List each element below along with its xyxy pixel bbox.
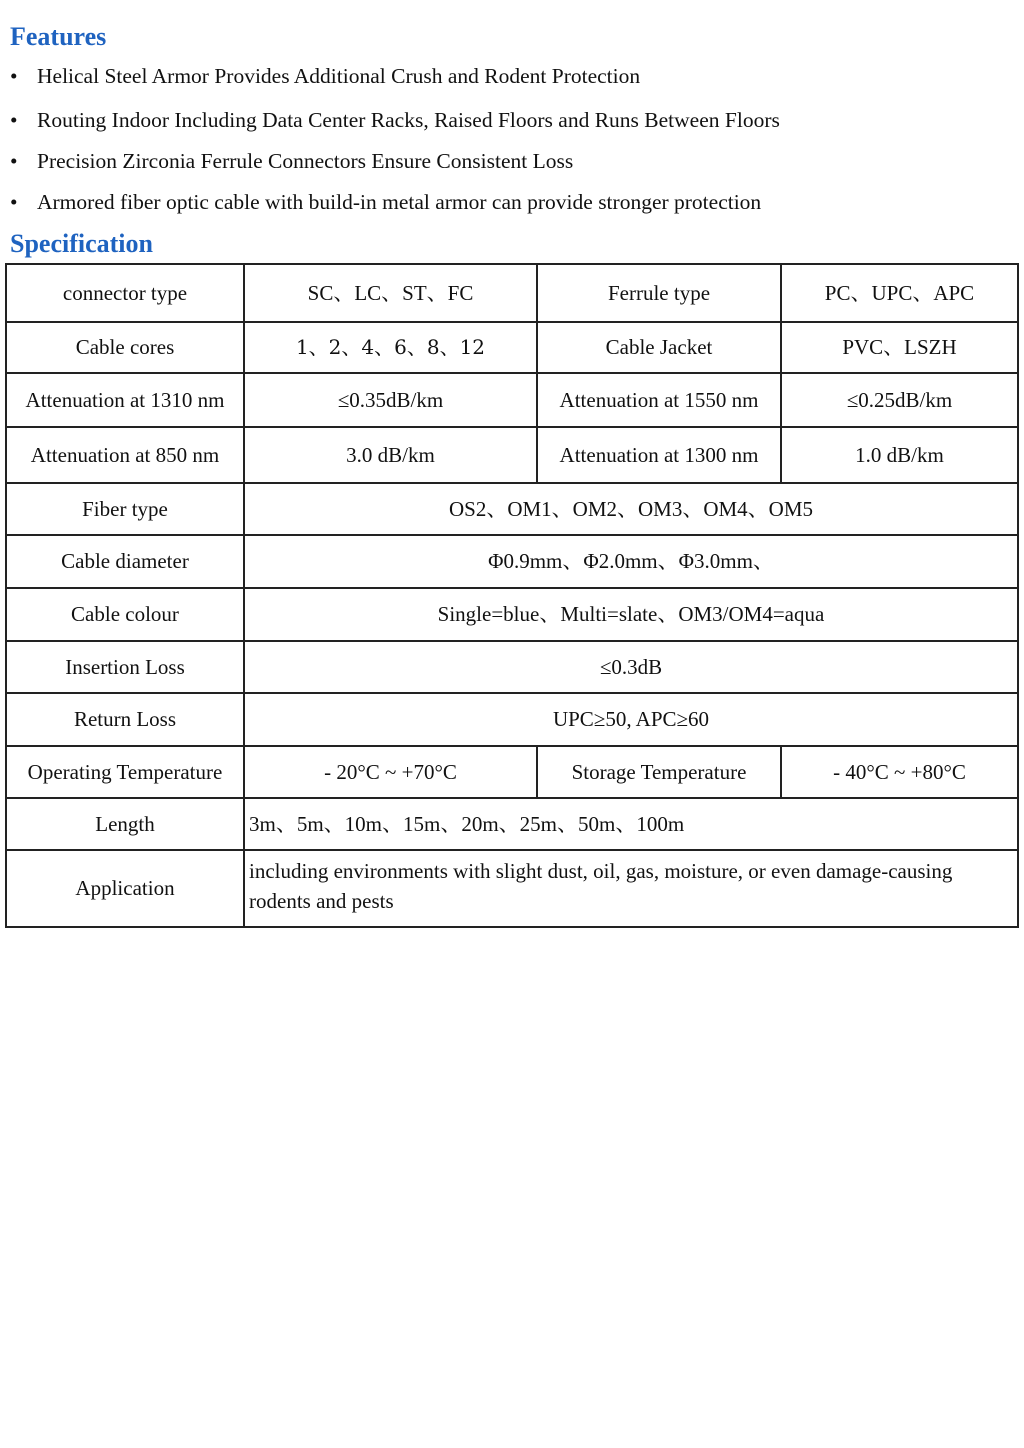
- spec-label-connector-type: connector type: [6, 264, 244, 322]
- feature-text: Armored fiber optic cable with build-in metal armor can provide stronger protection: [37, 190, 762, 214]
- spec-label-attenuation-1550: Attenuation at 1550 nm: [537, 373, 781, 427]
- spec-value-cable-diameter: Φ0.9mm、Φ2.0mm、Φ3.0mm、: [244, 535, 1018, 588]
- spec-value-operating-temperature: - 20°C ~ +70°C: [244, 746, 537, 798]
- feature-item: [10, 192, 1000, 214]
- table-row: [6, 850, 1018, 927]
- spec-label-cable-cores: Cable cores: [6, 322, 244, 373]
- feature-text: Helical Steel Armor Provides Additional Crush and Rodent Protection: [37, 64, 641, 88]
- spec-value-connector-type: SC、LC、ST、FC: [244, 264, 537, 322]
- spec-label-length: Length: [6, 798, 244, 850]
- feature-item: [10, 66, 1000, 88]
- spec-label-ferrule-type: Ferrule type: [537, 264, 781, 322]
- spec-label-application: Application: [6, 850, 244, 927]
- bullet: •: [10, 149, 18, 173]
- table-row: [6, 373, 1018, 427]
- spec-value-cable-jacket: PVC、LSZH: [781, 322, 1018, 373]
- spec-label-attenuation-850: Attenuation at 850 nm: [6, 427, 244, 483]
- bullet: •: [10, 190, 18, 214]
- spec-value-attenuation-850: 3.0 dB/km: [244, 427, 537, 483]
- spec-value-cable-cores: 1、2、4、6、8、12: [244, 322, 537, 373]
- spec-label-attenuation-1300: Attenuation at 1300 nm: [537, 427, 781, 483]
- spec-value-attenuation-1550: ≤0.25dB/km: [781, 373, 1018, 427]
- spec-label-cable-diameter: Cable diameter: [6, 535, 244, 588]
- spec-label-return-loss: Return Loss: [6, 693, 244, 746]
- table-row: [6, 535, 1018, 588]
- spec-label-attenuation-1310: Attenuation at 1310 nm: [6, 373, 244, 427]
- feature-text: Precision Zirconia Ferrule Connectors Ensure Consistent Loss: [37, 149, 574, 173]
- bullet: •: [10, 108, 18, 132]
- table-row: [6, 693, 1018, 746]
- table-row: [6, 641, 1018, 693]
- spec-label-cable-jacket: Cable Jacket: [537, 322, 781, 373]
- spec-value-length: 3m、5m、10m、15m、20m、25m、50m、100m: [244, 798, 1018, 850]
- table-row: [6, 483, 1018, 535]
- spec-value-application: including environments with slight dust, oil, gas, moisture, or even damage-causing rodents and pests: [244, 850, 1018, 927]
- spec-value-cable-colour: Single=blue、Multi=slate、OM3/OM4=aqua: [244, 588, 1018, 641]
- table-row: [6, 264, 1018, 322]
- spec-label-cable-colour: Cable colour: [6, 588, 244, 641]
- feature-item: [10, 151, 1000, 173]
- features-heading: Features: [10, 22, 107, 51]
- feature-text: Routing Indoor Including Data Center Racks, Raised Floors and Runs Between Floors: [37, 108, 780, 132]
- spec-value-attenuation-1310: ≤0.35dB/km: [244, 373, 537, 427]
- specification-heading: Specification: [10, 229, 153, 258]
- feature-item: [10, 110, 1000, 132]
- spec-value-ferrule-type: PC、UPC、APC: [781, 264, 1018, 322]
- spec-value-attenuation-1300: 1.0 dB/km: [781, 427, 1018, 483]
- spec-label-storage-temperature: Storage Temperature: [537, 746, 781, 798]
- specification-table: [5, 263, 1019, 928]
- spec-label-fiber-type: Fiber type: [6, 483, 244, 535]
- spec-value-insertion-loss: ≤0.3dB: [244, 641, 1018, 693]
- table-row: [6, 427, 1018, 483]
- table-row: [6, 798, 1018, 850]
- spec-label-operating-temperature: Operating Temperature: [6, 746, 244, 798]
- spec-value-storage-temperature: - 40°C ~ +80°C: [781, 746, 1018, 798]
- spec-label-insertion-loss: Insertion Loss: [6, 641, 244, 693]
- spec-value-return-loss: UPC≥50, APC≥60: [244, 693, 1018, 746]
- spec-value-fiber-type: OS2、OM1、OM2、OM3、OM4、OM5: [244, 483, 1018, 535]
- bullet: •: [10, 64, 18, 88]
- table-row: [6, 588, 1018, 641]
- table-row: [6, 746, 1018, 798]
- table-row: [6, 322, 1018, 373]
